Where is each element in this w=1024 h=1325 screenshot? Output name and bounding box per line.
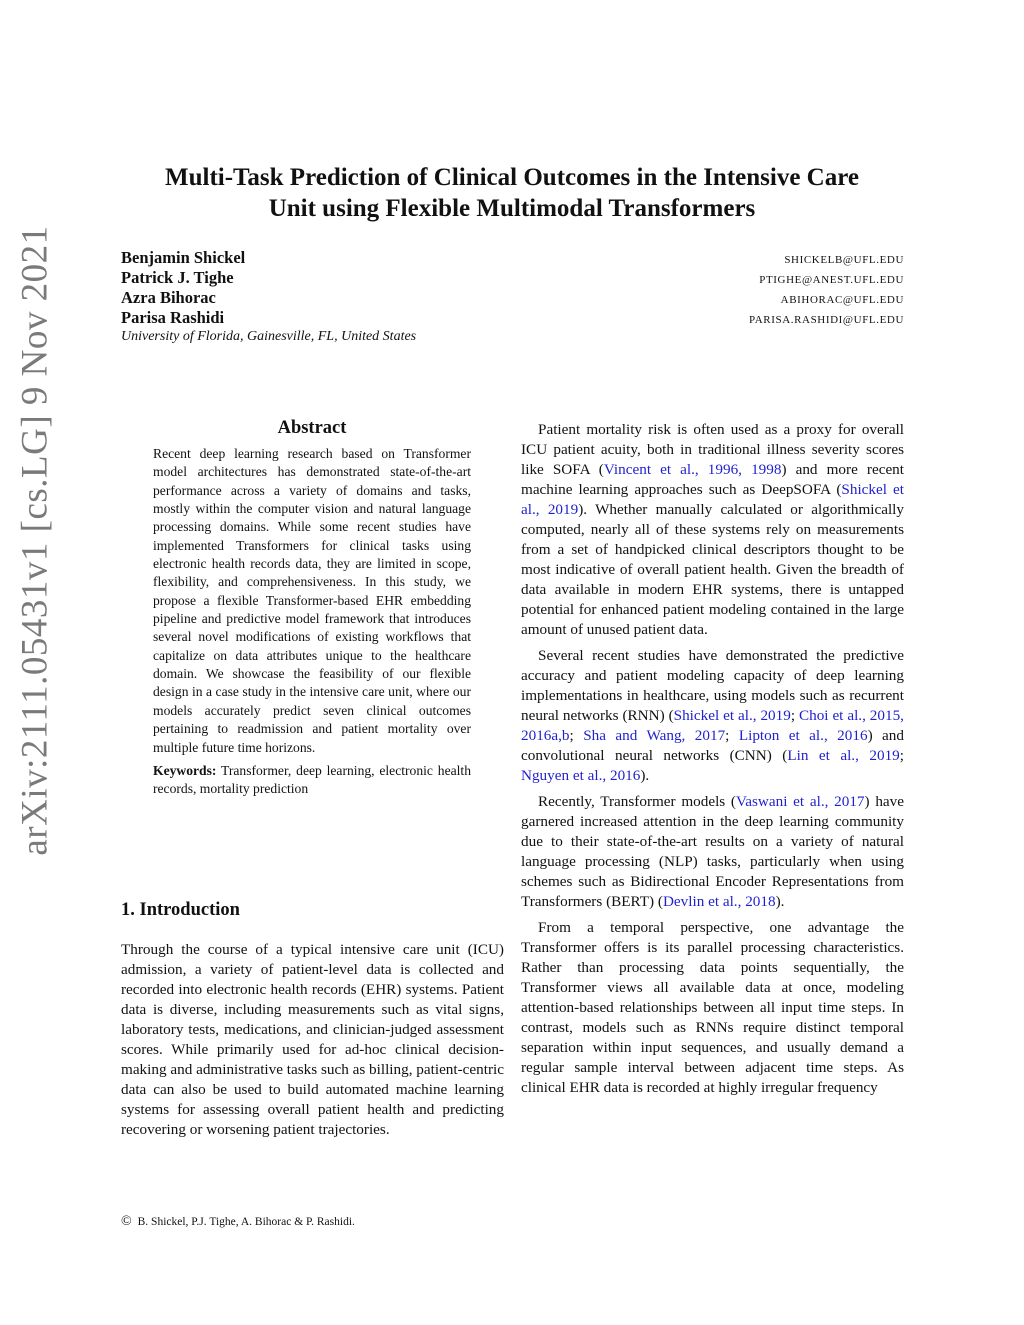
citation-link[interactable]: Sha and Wang, 2017: [583, 727, 726, 744]
paragraph-text: ) have garnered increased attention in the deep learning community due to their state-of-the-art results on a variety of natural language processing (NLP) tasks, particularly when using schemes such as Bidirectional Encoder Representations from Transformers (BERT) (: [521, 793, 904, 910]
citation-link[interactable]: Choi et al., 2015, 2016a,b: [521, 707, 904, 744]
arxiv-sidebar-stamp: [10, 150, 60, 930]
body-paragraph: [521, 420, 904, 640]
paragraph-text: ;: [569, 727, 584, 744]
citation-link[interactable]: Vaswani et al., 2017: [736, 793, 865, 810]
paragraph-text: From a temporal perspective, one advantage the Transformer offers is its parallel processing characteristics. Rather than processing data points sequentially, the Transformer views all available data at once, modeling attention-based relationships between all input time steps. In contrast, models such as RNNs require distinct temporal separation within input sequences, and usually demand a regular sample interval between adjacent time steps. As clinical EHR data is recorded at highly irregular frequency: [521, 919, 904, 1096]
paragraph-text: Several recent studies have demonstrated the predictive accuracy and patient modeling capacity of deep learning implementations in healthcare, using models such as recurrent neural networks (RNN) (: [521, 647, 904, 724]
body-paragraph: [521, 918, 904, 1098]
intro-paragraph: Through the course of a typical intensive care unit (ICU) admission, a variety of patient-level data is collected and recorded into electronic health records (EHR) systems. Patient data is diverse, including measurements such as vital signs, laboratory tests, medications, and clinician-judged assessment scores. While primarily used for ad-hoc clinical decision-making and administrative tasks such as billing, patient-centric data can also be used to build automated machine learning systems for assessing overall patient health and predicting recovering or worsening patient trajectories.: [121, 941, 504, 1138]
paragraph-text: Recently, Transformer models (: [538, 793, 736, 810]
author-email[interactable]: PARISA.RASHIDI@UFL.EDU: [749, 314, 904, 326]
keywords-label: Keywords:: [153, 762, 217, 778]
keywords-text: Transformer, deep learning, electronic health records, mortality prediction: [153, 762, 471, 797]
paragraph-text: ) and convolutional neural networks (CNN) (: [521, 727, 904, 764]
author-row: [121, 288, 904, 308]
copyright-icon: ©: [121, 1214, 132, 1229]
footer-text: B. Shickel, P.J. Tighe, A. Bihorac & P. Rashidi.: [137, 1216, 355, 1228]
paragraph-text: ).: [775, 893, 785, 910]
citation-link[interactable]: Nguyen et al., 2016: [521, 767, 641, 784]
paper-title: [120, 162, 904, 224]
paragraph-text: ;: [790, 707, 799, 724]
citation-link[interactable]: Vincent et al., 1996, 1998: [603, 461, 782, 478]
author-row: [121, 248, 904, 268]
citation-link[interactable]: Lin et al., 2019: [787, 747, 900, 764]
body-paragraph: [521, 646, 904, 786]
author-name: Azra Bihorac: [121, 288, 216, 307]
author-email[interactable]: PTIGHE@ANEST.UFL.EDU: [759, 274, 904, 286]
author-email[interactable]: ABIHORAC@UFL.EDU: [780, 294, 904, 306]
paragraph-text: ;: [899, 747, 904, 764]
citation-link[interactable]: Devlin et al., 2018: [662, 893, 776, 910]
author-name: Parisa Rashidi: [121, 308, 225, 327]
author-row: [121, 268, 904, 288]
paragraph-text: Patient mortality risk is often used as a proxy for overall ICU patient acuity, both in traditional illness severity scores like SOFA (: [521, 421, 904, 478]
citation-link[interactable]: Shickel et al., 2019: [521, 481, 904, 518]
copyright-footer: [121, 1214, 355, 1230]
introduction-heading: 1. Introduction: [121, 900, 240, 920]
author-email[interactable]: SHICKELB@UFL.EDU: [784, 254, 904, 266]
author-row: [121, 308, 904, 328]
paragraph-text: ) and more recent machine learning approaches such as DeepSOFA (: [521, 461, 904, 498]
abstract-heading: Abstract: [277, 418, 347, 438]
paragraph-text: ). Whether manually calculated or algorithmically computed, nearly all of these systems rely on measurements from a set of handpicked clinical descriptors thought to be most indicative of overall patient health. Given the breadth of data available in modern EHR systems, there is untapped potential for enhanced patient modeling contained in the large amount of unused patient data.: [521, 501, 904, 638]
arxiv-identifier: arXiv:2111.05431v1 [cs.LG] 9 Nov 2021: [14, 224, 56, 856]
paragraph-text: ;: [725, 727, 739, 744]
paragraph-text: ).: [640, 767, 650, 784]
title-line-1: Multi-Task Prediction of Clinical Outcomes in the Intensive Care: [165, 164, 859, 191]
abstract-body: Recent deep learning research based on Transformer model architectures has demonstrated state-of-the-art performance across a variety of domains and tasks, mostly within the computer vision and natural language processing domains. While some recent studies have implemented Transformers for clinical tasks using electronic health records data, they are limited in scope, flexibility, and comprehensiveness. In this study, we propose a flexible Transformer-based EHR embedding pipeline and predictive model framework that introduces several novel modifications of existing workflows that capitalize on data attributes unique to the healthcare domain. We showcase the feasibility of our flexible design in a case study in the intensive care unit, where our models accurately predict seven clinical outcomes pertaining to readmission and patient mortality over multiple future time horizons.: [153, 446, 471, 755]
title-line-2: Unit using Flexible Multimodal Transformers: [268, 195, 756, 222]
citation-link[interactable]: Shickel et al., 2019: [673, 707, 791, 724]
author-name: Patrick J. Tighe: [121, 268, 234, 287]
author-block: [121, 248, 904, 345]
body-paragraph: [521, 792, 904, 912]
citation-link[interactable]: Lipton et al., 2016: [738, 727, 868, 744]
affiliation: University of Florida, Gainesville, FL, United States: [121, 329, 417, 344]
author-name: Benjamin Shickel: [121, 248, 246, 267]
right-column: [521, 420, 904, 1104]
keywords: [153, 762, 471, 799]
abstract-section: [153, 418, 471, 799]
